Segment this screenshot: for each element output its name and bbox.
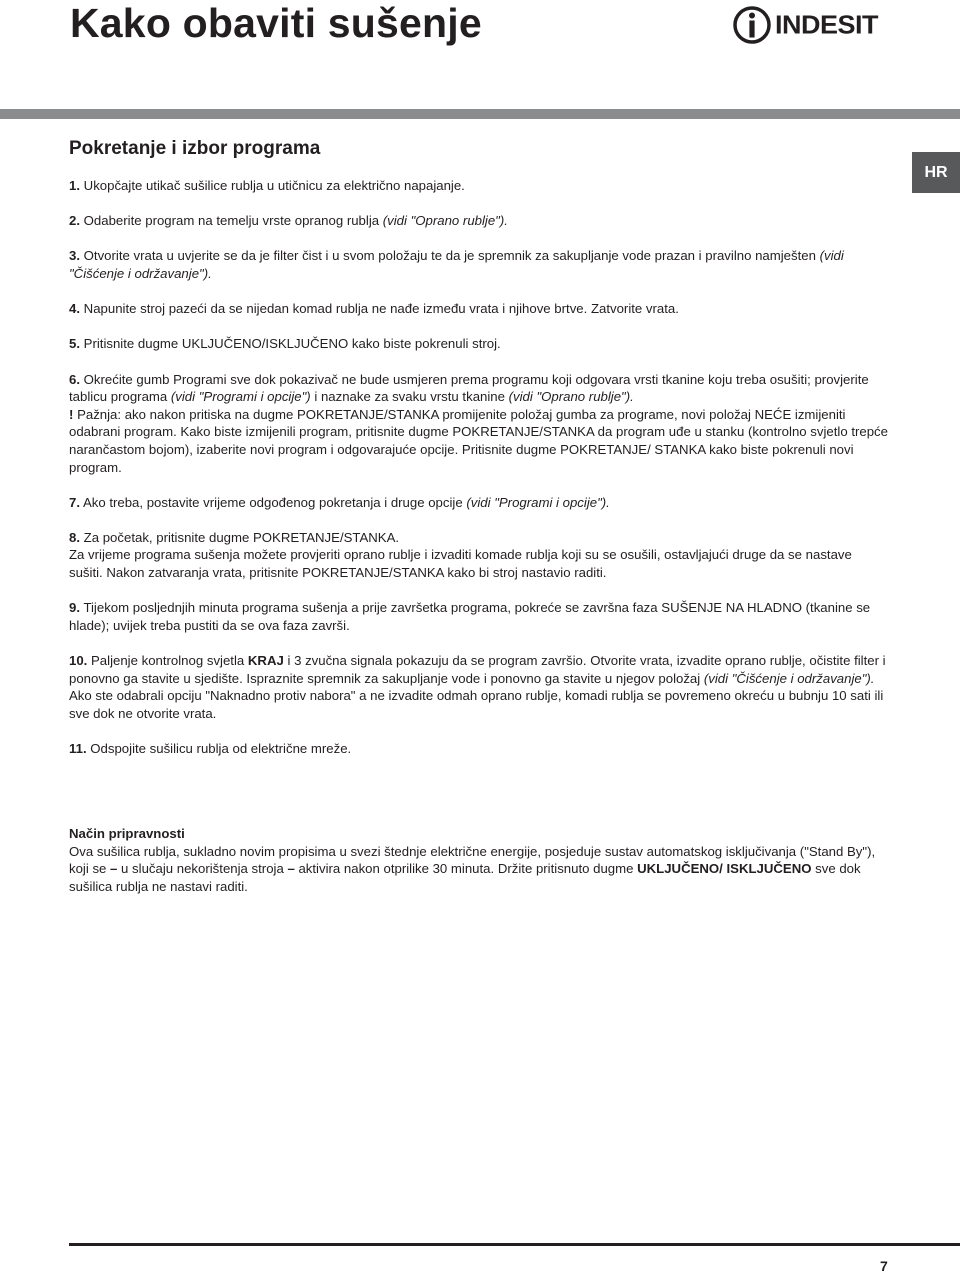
brand-logo	[732, 4, 894, 46]
step-4	[69, 300, 889, 318]
step-text: Ako treba, postavite vrijeme odgođenog pokretanja i druge opcije	[82, 494, 467, 510]
step-text: Za vrijeme programa sušenja možete provjeriti oprano rublje i izvaditi komade rublja koji su se osušili, ostavljajući druge da se nastave sušiti. Nakon zatvaranja vrata, pritisnite POKRETANJE/STANKA kako bi stroj nastavio raditi.	[69, 547, 852, 581]
step-number: 9.	[69, 600, 80, 616]
warning-icon: !	[69, 406, 74, 422]
step-text: Za početak, pritisnite dugme POKRETANJE/STANKA.	[83, 529, 400, 545]
step-number: 2.	[69, 213, 80, 229]
step-6	[69, 371, 889, 477]
step-9	[69, 599, 889, 634]
page-number: 7	[880, 1258, 888, 1274]
step-number: 3.	[69, 248, 80, 264]
section-heading: Pokretanje i izbor programa	[69, 138, 321, 159]
dash: –	[110, 861, 118, 877]
indesit-mark-icon	[732, 5, 772, 45]
step-number: 10.	[69, 653, 88, 669]
step-text: Paljenje kontrolnog svjetla	[91, 653, 248, 669]
cross-reference: (vidi "Programi i opcije")	[170, 389, 311, 405]
step-2	[69, 212, 889, 230]
step-11	[69, 740, 889, 758]
step-1	[69, 177, 889, 195]
step-10	[69, 652, 889, 722]
cross-reference: (vidi "Čišćenje i održavanje").	[69, 248, 844, 281]
warning-note	[69, 406, 889, 476]
standby-heading: Način pripravnosti	[69, 826, 185, 841]
cross-reference: (vidi "Oprano rublje").	[382, 213, 508, 229]
step-text: Napunite stroj pazeći da se nijedan komad rublja ne nađe između vrata i njihove brtve. Zatvorite vrata.	[83, 301, 679, 317]
step-text: Pritisnite dugme UKLJUČENO/ISKLJUČENO kako biste pokrenuli stroj.	[83, 336, 501, 352]
step-text: Ukopčajte utikač sušilice rublja u utičnicu za električno napajanje.	[83, 178, 465, 193]
step-number: 7.	[69, 494, 80, 510]
warning-text: Pažnja: ako nakon pritiska na dugme POKRETANJE/STANKA promijenite položaj gumba za programe, novi položaj NEĆE izmijeniti odabrani program. Kako biste izmijenili program, pritisnite dugme POKRETANJE/STANKA da program uđe u stanku (kontrolno svjetlo trepće narančastom bojom), izaberite novi program i odgovarajuće opcije. Pritisnite dugme POKRETANJE/ STANKA kako biste pokrenuli novi program.	[69, 406, 888, 475]
standby-section	[69, 825, 889, 895]
step-number: 4.	[69, 301, 80, 317]
dash: –	[287, 861, 295, 877]
footer-divider	[69, 1243, 960, 1246]
end-indicator-label: KRAJ	[247, 653, 284, 669]
step-5	[69, 335, 889, 353]
step-text: Odaberite program na temelju vrste opranog rublja	[83, 213, 383, 229]
cross-reference: (vidi "Programi i opcije").	[466, 494, 610, 510]
step-7	[69, 494, 889, 512]
step-text: i 3 zvučna signala pokazuju da se program završio. Otvorite vrata, izvadite oprano rublje, očistite filter i ponovno ga stavite u sjedište. Ispraznite spremnik za sakupljanje vode i ponovno ga stavite u njegov položaj	[69, 653, 886, 686]
header-divider	[0, 109, 960, 119]
standby-text	[69, 843, 889, 896]
standby-text-part: aktivira nakon otprilike 30 minuta. Držite pritisnuto dugme	[294, 861, 638, 877]
standby-text-part: u slučaju nekorištenja stroja	[117, 861, 288, 877]
step-text: Okrećite gumb Programi sve dok pokazivač ne bude usmjeren prema programu koji odgovara vrsti tkanine koju treba osušiti; provjerite tablicu programa	[69, 371, 869, 405]
instruction-steps	[69, 177, 889, 775]
step-number: 5.	[69, 336, 80, 352]
cross-reference: (vidi "Oprano rublje").	[508, 389, 634, 405]
step-number: 6.	[69, 371, 80, 387]
standby-text-part: sve dok sušilica rublja ne nastavi raditi.	[69, 861, 861, 894]
standby-text-part: Ova sušilica rublja, sukladno novim propisima u svezi štednje električne energije, posjeduje sustav automatskog isključivanja ("Stand By"), koji se	[69, 843, 876, 877]
step-3	[69, 247, 889, 282]
page-title: Kako obaviti sušenje	[70, 0, 482, 46]
language-tab: HR	[912, 152, 960, 193]
brand-wordmark: INDESIT	[775, 10, 879, 39]
step-text: Otvorite vrata u uvjerite se da je filter čist i u svom položaju te da je spremnik za sakupljanje vode prazan i pravilno namješten	[83, 248, 820, 264]
step-text: i naznake za svaku vrstu tkanine	[310, 389, 509, 405]
step-text: Odspojite sušilicu rublja od električne mreže.	[90, 741, 352, 756]
step-text: Ako ste odabrali opciju "Naknadno protiv nabora" a ne izvadite odmah oprano rublje, komadi rublja se povremeno okreću u bubnju 10 sati ili sve dok ne otvorite vrata.	[69, 688, 884, 721]
step-number: 11.	[69, 741, 87, 756]
step-number: 8.	[69, 529, 80, 545]
step-text: Tijekom posljednjih minuta programa sušenja a prije završetka programa, pokreće se završna faza SUŠENJE NA HLADNO (tkanine se hlade); uvijek treba pustiti da se ova faza završi.	[69, 600, 871, 633]
step-8	[69, 529, 889, 582]
cross-reference: (vidi "Čišćenje i održavanje").	[703, 670, 875, 686]
on-off-button-label: UKLJUČENO/ ISKLJUČENO	[637, 861, 812, 877]
step-number: 1.	[69, 178, 80, 193]
